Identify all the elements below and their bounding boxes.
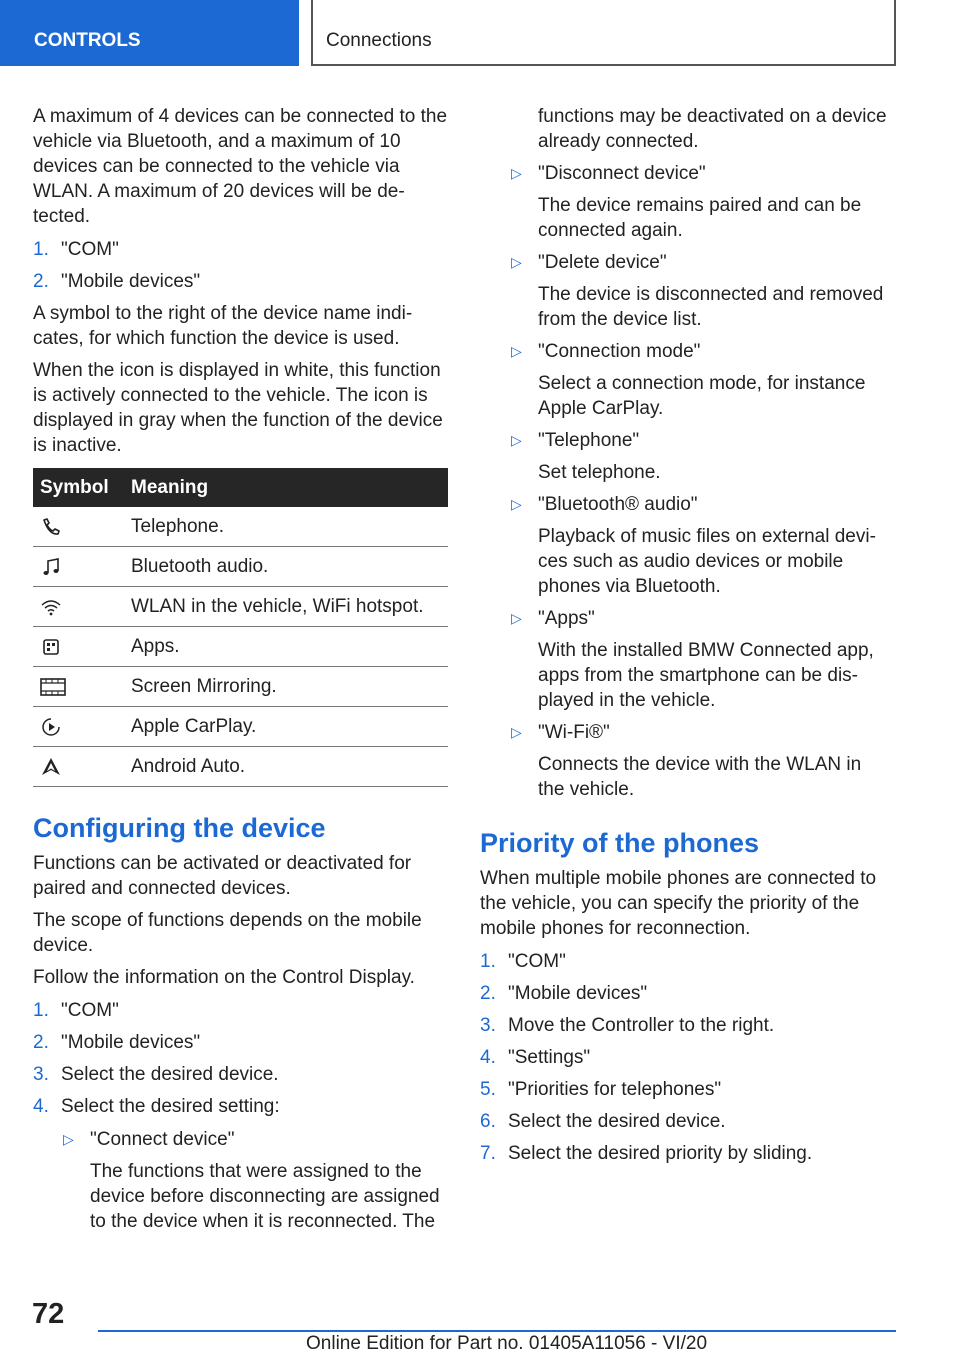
list-item: 2. "Mobile devices" (33, 271, 201, 292)
steps-list-3 (480, 949, 892, 1166)
symbol-paragraph: A symbol to the right of the device name indi-cates, for which function the device is used. (33, 303, 413, 349)
table-header-meaning: Meaning (124, 468, 448, 507)
list-item: 1. "COM" (33, 1000, 119, 1021)
footer-divider (98, 1330, 896, 1332)
triangle-bullet-icon: ▷ (511, 496, 522, 512)
android-auto-icon (40, 756, 62, 778)
triangle-bullet-icon: ▷ (511, 724, 522, 740)
table-header-row (33, 468, 448, 507)
section-heading-priority: Priority of the phones (480, 828, 760, 858)
table-header-symbol: Symbol (33, 468, 124, 507)
list-item: 7. Select the desired priority by sliding. (480, 1143, 813, 1164)
table-row (33, 707, 448, 747)
apps-icon (40, 636, 62, 658)
page-header (0, 0, 960, 66)
table-row (33, 747, 448, 787)
list-item: 2. "Mobile devices" (33, 1032, 201, 1053)
bullet-item: ▷ "Wi-Fi®" Connects the device with the WLAN in the vehicle. (511, 722, 862, 800)
bullet-item: ▷ "Apps" With the installed BMW Connected app, apps from the smartphone can be dis-played in the vehicle. (511, 608, 874, 711)
symbol-table (33, 468, 448, 787)
triangle-bullet-icon: ▷ (63, 1131, 74, 1147)
paragraph: When multiple mobile phones are connected to the vehicle, you can specify the priority of the mobile phones for reconnection. (480, 868, 877, 939)
carplay-icon (40, 716, 62, 738)
triangle-bullet-icon: ▷ (511, 343, 522, 359)
sub-bullet-list (61, 1127, 448, 1234)
list-item: 5. "Priorities for telephones" (480, 1079, 722, 1100)
meaning-cell: Apple CarPlay. (124, 707, 448, 747)
list-item: 2. "Mobile devices" (480, 983, 648, 1004)
intro-paragraph: A maximum of 4 devices can be connected to the vehicle via Bluetooth, and a maximum of 10 devices can be connected to the vehicle via WLAN. A maximum of 20 devices will be de-tected. (33, 106, 448, 227)
left-column (33, 104, 448, 1241)
wifi-icon (40, 596, 62, 618)
steps-list-2 (33, 998, 448, 1234)
paragraph: The scope of functions depends on the mobile device. (33, 910, 422, 956)
triangle-bullet-icon: ▷ (511, 254, 522, 270)
page-number: 72 (32, 1298, 65, 1330)
meaning-cell: Android Auto. (124, 747, 448, 787)
bullet-item: ▷ "Connection mode" Select a connection mode, for instance Apple CarPlay. (511, 341, 866, 419)
meaning-cell: Screen Mirroring. (124, 667, 448, 707)
section-label: CONTROLS (0, 0, 299, 66)
setting-bullet-list (480, 161, 892, 802)
chapter-title: Connections (311, 0, 896, 66)
phone-icon (40, 516, 62, 538)
triangle-bullet-icon: ▷ (511, 165, 522, 181)
paragraph: Follow the information on the Control Display. (33, 967, 415, 988)
list-item: 3. Select the desired device. (33, 1064, 279, 1085)
icon-color-paragraph: When the icon is displayed in white, this function is actively connected to the vehicle. The icon is displayed in gray when the function of the device is inactive. (33, 360, 443, 456)
section-heading-configuring: Configuring the device (33, 813, 326, 843)
list-item: 1. "COM" (33, 239, 119, 260)
meaning-cell: WLAN in the vehicle, WiFi hotspot. (124, 587, 448, 627)
right-column (480, 104, 892, 1173)
list-item: 4. "Settings" (480, 1047, 591, 1068)
table-row (33, 587, 448, 627)
triangle-bullet-icon: ▷ (511, 610, 522, 626)
continued-text: functions may be deactivated on a device already connected. (538, 106, 887, 152)
table-row (33, 667, 448, 707)
triangle-bullet-icon: ▷ (511, 432, 522, 448)
bullet-item: ▷ "Bluetooth® audio" Playback of music files on external devi-ces such as audio devices or mobile phones via Bluetooth. (511, 494, 876, 597)
steps-list-1 (33, 237, 448, 294)
list-item: 3. Move the Controller to the right. (480, 1015, 775, 1036)
table-row (33, 547, 448, 587)
bullet-item: ▷ "Connect device" The functions that were assigned to the device before disconnecting are assigned to the device when it is reconnected. The (63, 1129, 440, 1232)
list-item: 4. Select the desired setting: ▷ "Connect device" The functions that were assigned to the device before disconnecting are assigned to the device when it is reconnected. The (33, 1094, 448, 1234)
meaning-cell: Bluetooth audio. (124, 547, 448, 587)
music-note-icon (40, 556, 62, 578)
bullet-item: ▷ "Telephone" Set telephone. (511, 430, 661, 483)
edition-text: Online Edition for Part no. 01405A11056 - VI/20 (306, 1333, 708, 1354)
screen-mirroring-icon (40, 676, 66, 698)
bullet-item: ▷ "Disconnect device" The device remains paired and can be connected again. (511, 163, 862, 241)
list-item: 6. Select the desired device. (480, 1111, 726, 1132)
meaning-cell: Telephone. (124, 507, 448, 547)
list-item: 1. "COM" (480, 951, 566, 972)
meaning-cell: Apps. (124, 627, 448, 667)
paragraph: Functions can be activated or deactivated for paired and connected devices. (33, 853, 412, 899)
table-row (33, 627, 448, 667)
table-row (33, 507, 448, 547)
bullet-item: ▷ "Delete device" The device is disconnected and removed from the device list. (511, 252, 884, 330)
